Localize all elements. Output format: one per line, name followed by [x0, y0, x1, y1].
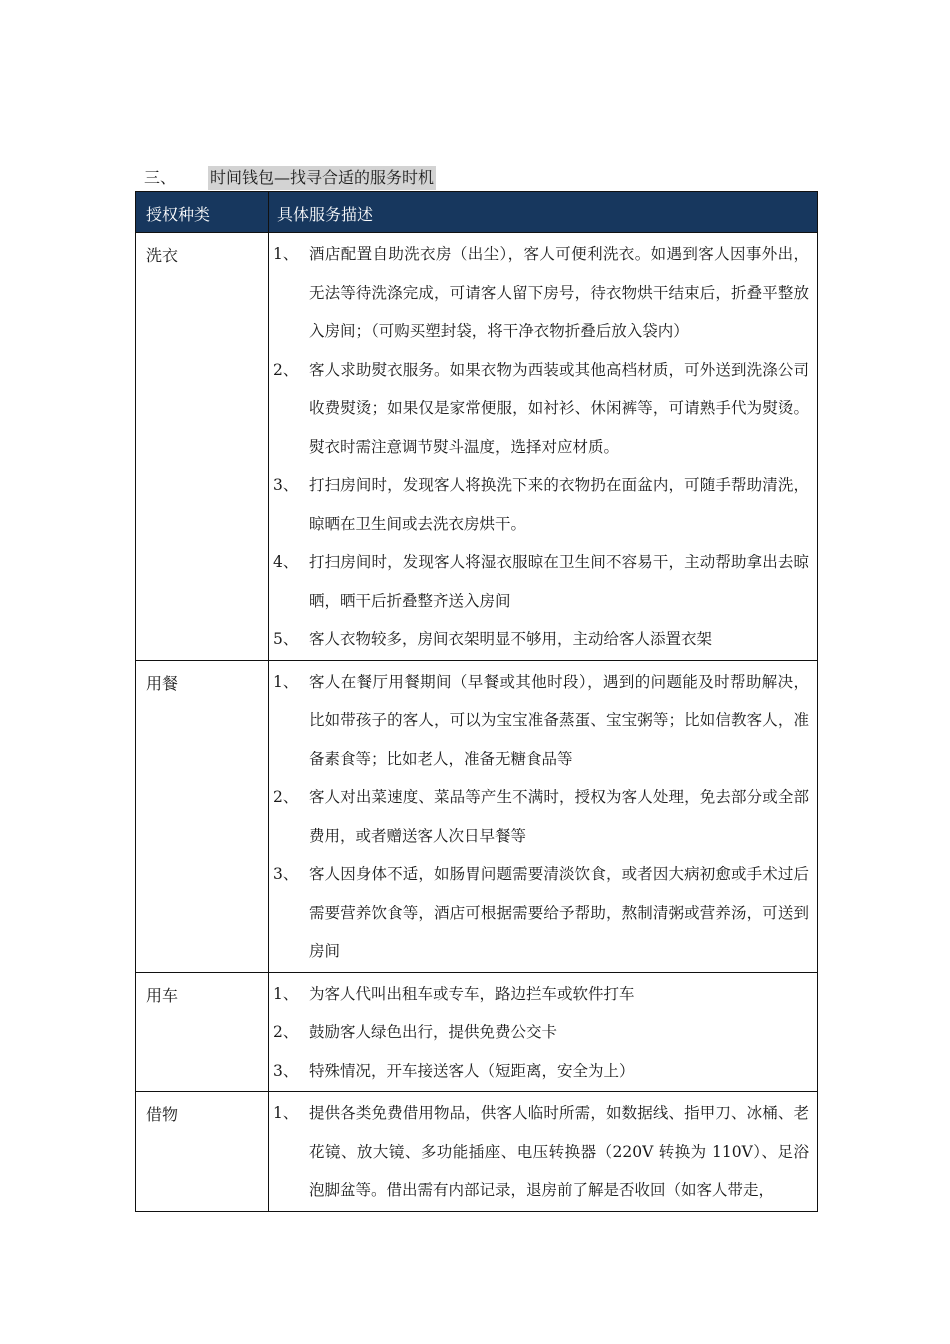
list-item: [273, 778, 809, 855]
item-text: 为客人代叫出租车或专车，路边拦车或软件打车: [309, 984, 635, 1003]
item-text: 客人在餐厅用餐期间（早餐或其他时段），遇到的问题能及时帮助解决，比如带孩子的客人，可以为宝宝准备蒸蛋、宝宝粥等；比如信教客人，准备素食等；比如老人，准备无糖食品等: [309, 672, 809, 768]
item-text: 客人因身体不适，如肠胃问题需要清淡饮食，或者因大病初愈或手术过后需要营养饮食等，酒店可根据需要给予帮助，熬制清粥或营养汤，可送到房间: [309, 865, 809, 960]
list-item: [273, 1052, 809, 1091]
table-header-row: [136, 192, 818, 233]
list-item: [273, 1013, 809, 1052]
list-item: [273, 466, 809, 543]
list-item: [273, 663, 809, 779]
item-text: 鼓励客人绿色出行，提供免费公交卡: [309, 1023, 558, 1041]
section-number: 三、: [144, 168, 177, 187]
table-row: [136, 660, 818, 972]
section-title: 时间钱包—找寻合适的服务时机: [208, 166, 436, 190]
table-row: [136, 972, 818, 1092]
list-item: [273, 235, 809, 351]
description-cell: [269, 233, 818, 661]
category-cell: 借物: [136, 1092, 269, 1212]
item-text: 酒店配置自助洗衣房（出尘），客人可便利洗衣。如遇到客人因事外出，无法等待洗涤完成，可请客人留下房号，待衣物烘干结束后，折叠平整放入房间；（可购买塑封袋，将干净衣物折叠后放入袋内）: [309, 245, 809, 340]
item-text: 特殊情况，开车接送客人（短距离，安全为上）: [309, 1061, 635, 1080]
list-item: [273, 351, 809, 467]
item-number: 3、: [273, 476, 299, 494]
item-text: 打扫房间时，发现客人将换洗下来的衣物扔在面盆内，可随手帮助清洗，晾晒在卫生间或去洗衣房烘干。: [309, 476, 809, 533]
description-cell: [269, 1092, 818, 1212]
item-number: 2、: [273, 788, 299, 806]
item-number: 1、: [273, 984, 299, 1003]
table-row: [136, 1092, 818, 1212]
service-authorization-table: [135, 191, 818, 1212]
item-text: 提供各类免费借用物品，供客人临时所需，如数据线、指甲刀、冰桶、老花镜、放大镜、多功能插座、电压转换器（220V 转换为 110V）、足浴泡脚盆等。借出需有内部记录，退房前了解是否收回（如客人带走，: [309, 1104, 809, 1199]
item-number: 3、: [273, 1061, 299, 1080]
section-heading: [144, 166, 436, 190]
item-number: 1、: [273, 1104, 299, 1122]
header-description: 具体服务描述: [269, 192, 818, 233]
item-number: 1、: [273, 672, 299, 691]
description-cell: [269, 972, 818, 1092]
item-text: 客人衣物较多，房间衣架明显不够用，主动给客人添置衣架: [309, 630, 713, 648]
list-item: [273, 855, 809, 971]
list-item: [273, 620, 809, 659]
list-item: [273, 543, 809, 620]
list-item: [273, 975, 809, 1014]
item-text: 客人对出菜速度、菜品等产生不满时，授权为客人处理，免去部分或全部费用，或者赠送客人次日早餐等: [309, 788, 809, 845]
item-number: 5、: [273, 630, 299, 648]
item-number: 4、: [273, 553, 299, 571]
item-text: 打扫房间时，发现客人将湿衣服晾在卫生间不容易干，主动帮助拿出去晾晒，晒干后折叠整齐送入房间: [309, 553, 809, 610]
description-cell: [269, 660, 818, 972]
header-category: 授权种类: [136, 192, 269, 233]
item-number: 3、: [273, 865, 299, 883]
category-cell: 洗衣: [136, 233, 269, 661]
category-cell: 用车: [136, 972, 269, 1092]
category-cell: 用餐: [136, 660, 269, 972]
list-item: [273, 1094, 809, 1210]
item-number: 1、: [273, 245, 299, 263]
item-number: 2、: [273, 360, 299, 379]
item-number: 2、: [273, 1023, 299, 1041]
table-row: [136, 233, 818, 661]
item-text: 客人求助熨衣服务。如果衣物为西装或其他高档材质，可外送到洗涤公司收费熨烫；如果仅是家常便服，如衬衫、休闲裤等，可请熟手代为熨烫。熨衣时需注意调节熨斗温度，选择对应材质。: [309, 360, 809, 456]
